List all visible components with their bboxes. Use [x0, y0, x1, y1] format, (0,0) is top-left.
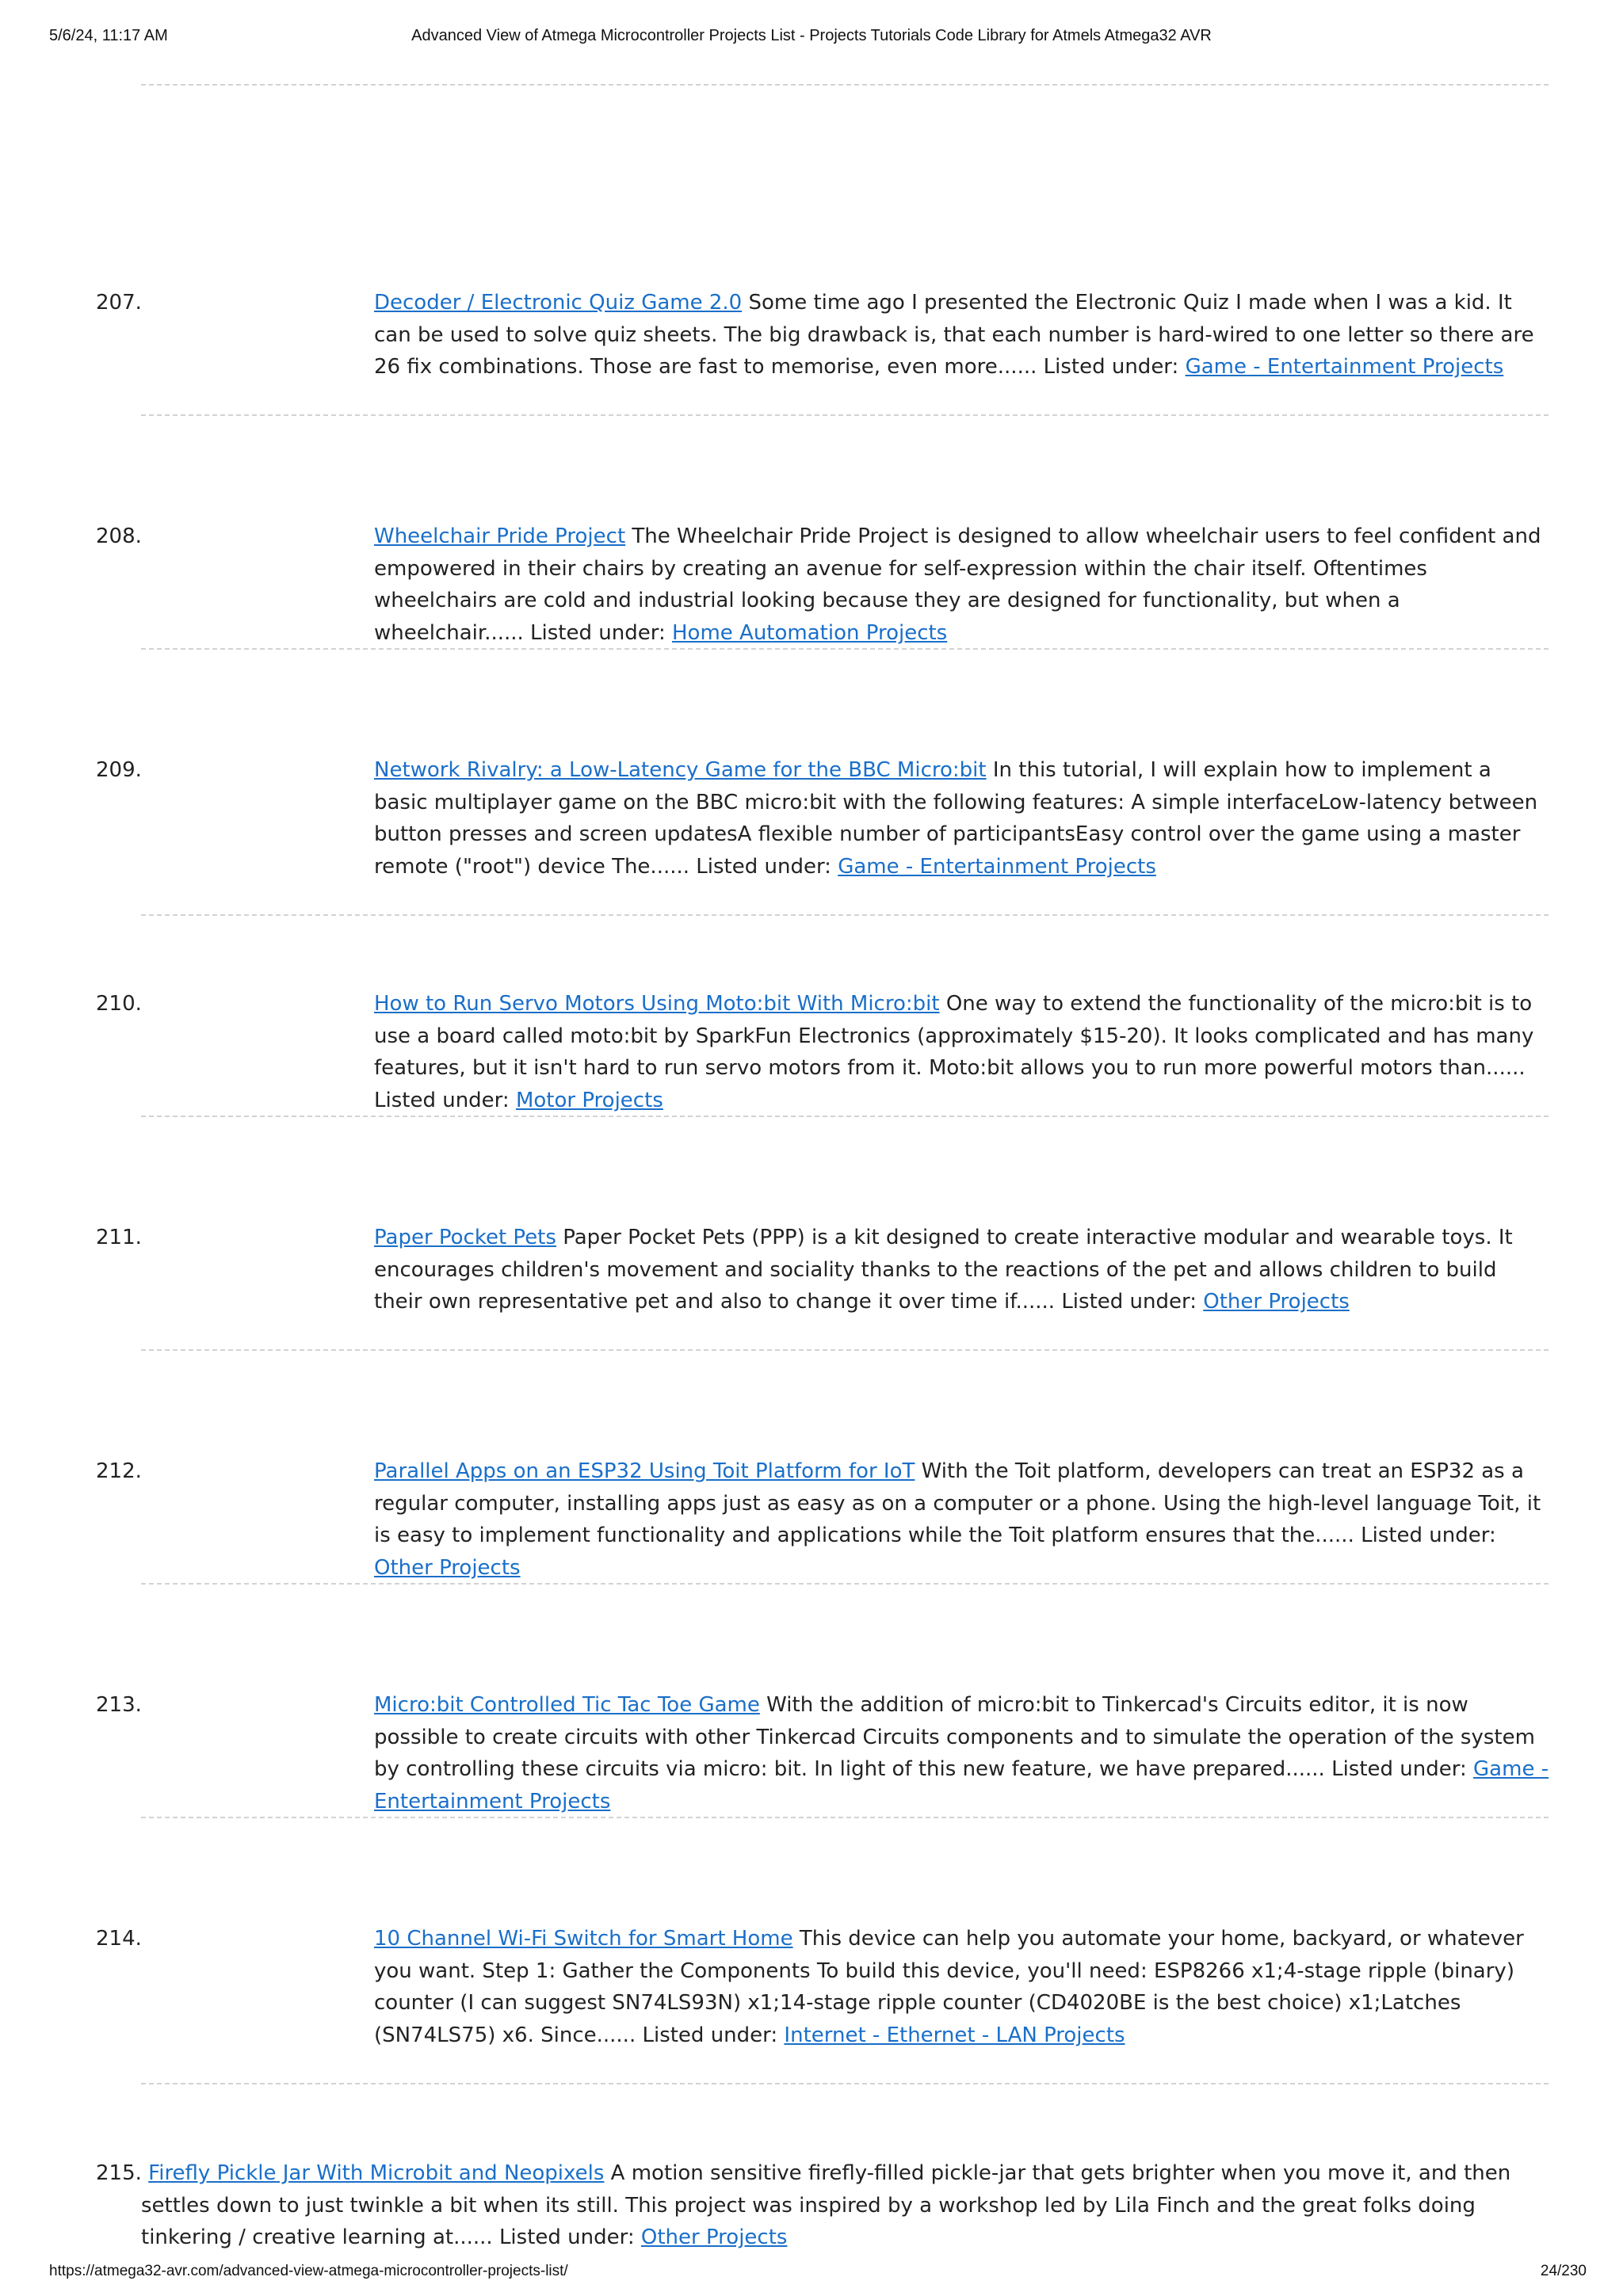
project-title-link[interactable]: Firefly Pickle Jar With Microbit and Neopixels [148, 2161, 605, 2185]
category-link[interactable]: Game - Entertainment Projects [838, 854, 1156, 879]
item-body [374, 1222, 1551, 1318]
print-footer [0, 2263, 1623, 2286]
entry-divider [141, 414, 1549, 416]
project-description: With the Toit platform, developers can treat an ESP32 as a regular computer, installing apps just as easy as on a computer or a phone. Using the high-level language Toit, it is easy to implement functionality and applications while the Toit platform ensures that the...... [374, 1459, 1541, 1547]
print-header [0, 24, 1623, 48]
item-number: 212. [96, 1459, 142, 1483]
item-number: 209. [96, 758, 142, 782]
category-link[interactable]: Game - Entertainment Projects [374, 1757, 1549, 1814]
project-title-link[interactable]: Decoder / Electronic Quiz Game 2.0 [374, 291, 743, 315]
project-description: Paper Pocket Pets (PPP) is a kit designed to create interactive modular and wearable toys. It encourages children's movement and sociality thanks to the reactions of the pet and allows children to build their own representative pet and also to change it over time if...... [374, 1226, 1513, 1314]
category-link[interactable]: Home Automation Projects [671, 620, 948, 645]
item-number: 213. [96, 1693, 142, 1717]
project-title-link[interactable]: Parallel Apps on an ESP32 Using Toit Platform for IoT [374, 1459, 915, 1483]
item-body [374, 1689, 1551, 1817]
page-url: https://atmega32-avr.com/advanced-view-atmega-microcontroller-projects-list/ [49, 2263, 568, 2279]
project-title-link[interactable]: Paper Pocket Pets [374, 1226, 556, 1249]
project-title-link[interactable]: Network Rivalry: a Low-Latency Game for the BBC Micro:bit [374, 758, 987, 782]
item-number: 214. [96, 1927, 142, 1951]
item-body [374, 988, 1551, 1116]
listed-under-label: Listed under: [696, 854, 831, 879]
category-link[interactable]: Other Projects [1203, 1290, 1350, 1314]
project-description: One way to extend the functionality of the micro:bit is to use a board called moto:bit by SparkFun Electronics (approximately $15-20). It looks complicated and has many features, but it isn't hard to run servo motors from it. Moto:bit allows you to run more powerful motors than...... [374, 992, 1534, 1080]
item-body [374, 521, 1551, 649]
entry-divider [141, 914, 1549, 916]
print-datetime: 5/6/24, 11:17 AM [49, 27, 168, 44]
project-title-link[interactable]: Micro:bit Controlled Tic Tac Toe Game [374, 1693, 760, 1717]
project-description: Some time ago I presented the Electronic Quiz I made when I was a kid. It can be used to solve quiz sheets. The big drawback is, that each number is hard-wired to one letter so there are 26 fix combinations. Those are fast to memorise, even more...... [374, 291, 1534, 379]
category-link[interactable]: Motor Projects [515, 1088, 663, 1112]
project-description: With the addition of micro:bit to Tinkercad's Circuits editor, it is now possible to create circuits with other Tinkercad Circuits components and to simulate the operation of the system by controlling these circuits via micro: bit. In light of this new feature, we have prepared...... [374, 1693, 1535, 1781]
item-number: 208. [96, 524, 142, 548]
category-link[interactable]: Other Projects [374, 1555, 521, 1580]
project-title-link[interactable]: How to Run Servo Motors Using Moto:bit With Micro:bit [374, 992, 940, 1016]
project-description: In this tutorial, I will explain how to implement a basic multiplayer game on the BBC micro:bit with the following features: A simple interfaceLow-latency between button presses and screen updatesA flexible number of participantsEasy control over the game using a master remote ("root") device The...... [374, 758, 1538, 879]
item-body [96, 2157, 1551, 2254]
listed-under-label: Listed under: [1361, 1524, 1496, 1547]
entry-divider [141, 84, 1549, 86]
item-body [374, 287, 1551, 383]
project-description: The Wheelchair Pride Project is designed to allow wheelchair users to feel confident and empowered in their chairs by creating an avenue for self-expression within the chair itself. Oftentimes wheelchairs are cold and industrial looking because they are designed for functionality, but when a wheelchair...... [374, 524, 1541, 645]
listed-under-label: Listed under: [530, 620, 666, 645]
entry-divider [141, 1349, 1549, 1351]
item-number: 210. [96, 992, 142, 1016]
print-page-title: Advanced View of Atmega Microcontroller Projects List - Projects Tutorials Code Library for Atmels Atmega32 AVR [411, 27, 1212, 44]
listed-under-label: Listed under: [498, 2225, 635, 2249]
item-number: 207. [96, 291, 142, 315]
page-number: 24/230 [1540, 2263, 1587, 2279]
listed-under-label: Listed under: [1061, 1290, 1197, 1314]
listed-under-label: Listed under: [642, 2023, 778, 2047]
item-body [374, 754, 1551, 883]
item-body [374, 1923, 1551, 2051]
project-title-link[interactable]: Wheelchair Pride Project [374, 524, 626, 548]
listed-under-label: Listed under: [1043, 355, 1179, 379]
project-title-link[interactable]: 10 Channel Wi-Fi Switch for Smart Home [374, 1927, 793, 1951]
category-link[interactable]: Game - Entertainment Projects [1185, 355, 1504, 379]
category-link[interactable]: Other Projects [640, 2225, 788, 2249]
item-number: 215. [96, 2161, 142, 2185]
project-description: This device can help you automate your home, backyard, or whatever you want. Step 1: Gather the Components To build this device, you'll need: ESP8266 x1;4-stage ripple (binary) counter (I can suggest SN74LS93N) x1;14-stage ripple counter (CD4020BE is the best choice) x1;Latches (SN74LS75) x6. Since...... [374, 1927, 1524, 2047]
listed-under-label: Listed under: [374, 1088, 510, 1112]
category-link[interactable]: Internet - Ethernet - LAN Projects [784, 2023, 1125, 2047]
item-body [374, 1455, 1551, 1584]
entry-divider [141, 2083, 1549, 2084]
item-number: 211. [96, 1226, 142, 1249]
listed-under-label: Listed under: [1331, 1757, 1467, 1781]
project-description: A motion sensitive firefly-filled pickle-jar that gets brighter when you move it, and then settles down to just twinkle a bit when its still. This project was inspired by a workshop led by Lila Finch and the great folks doing tinkering / creative learning at...... [141, 2161, 1511, 2249]
